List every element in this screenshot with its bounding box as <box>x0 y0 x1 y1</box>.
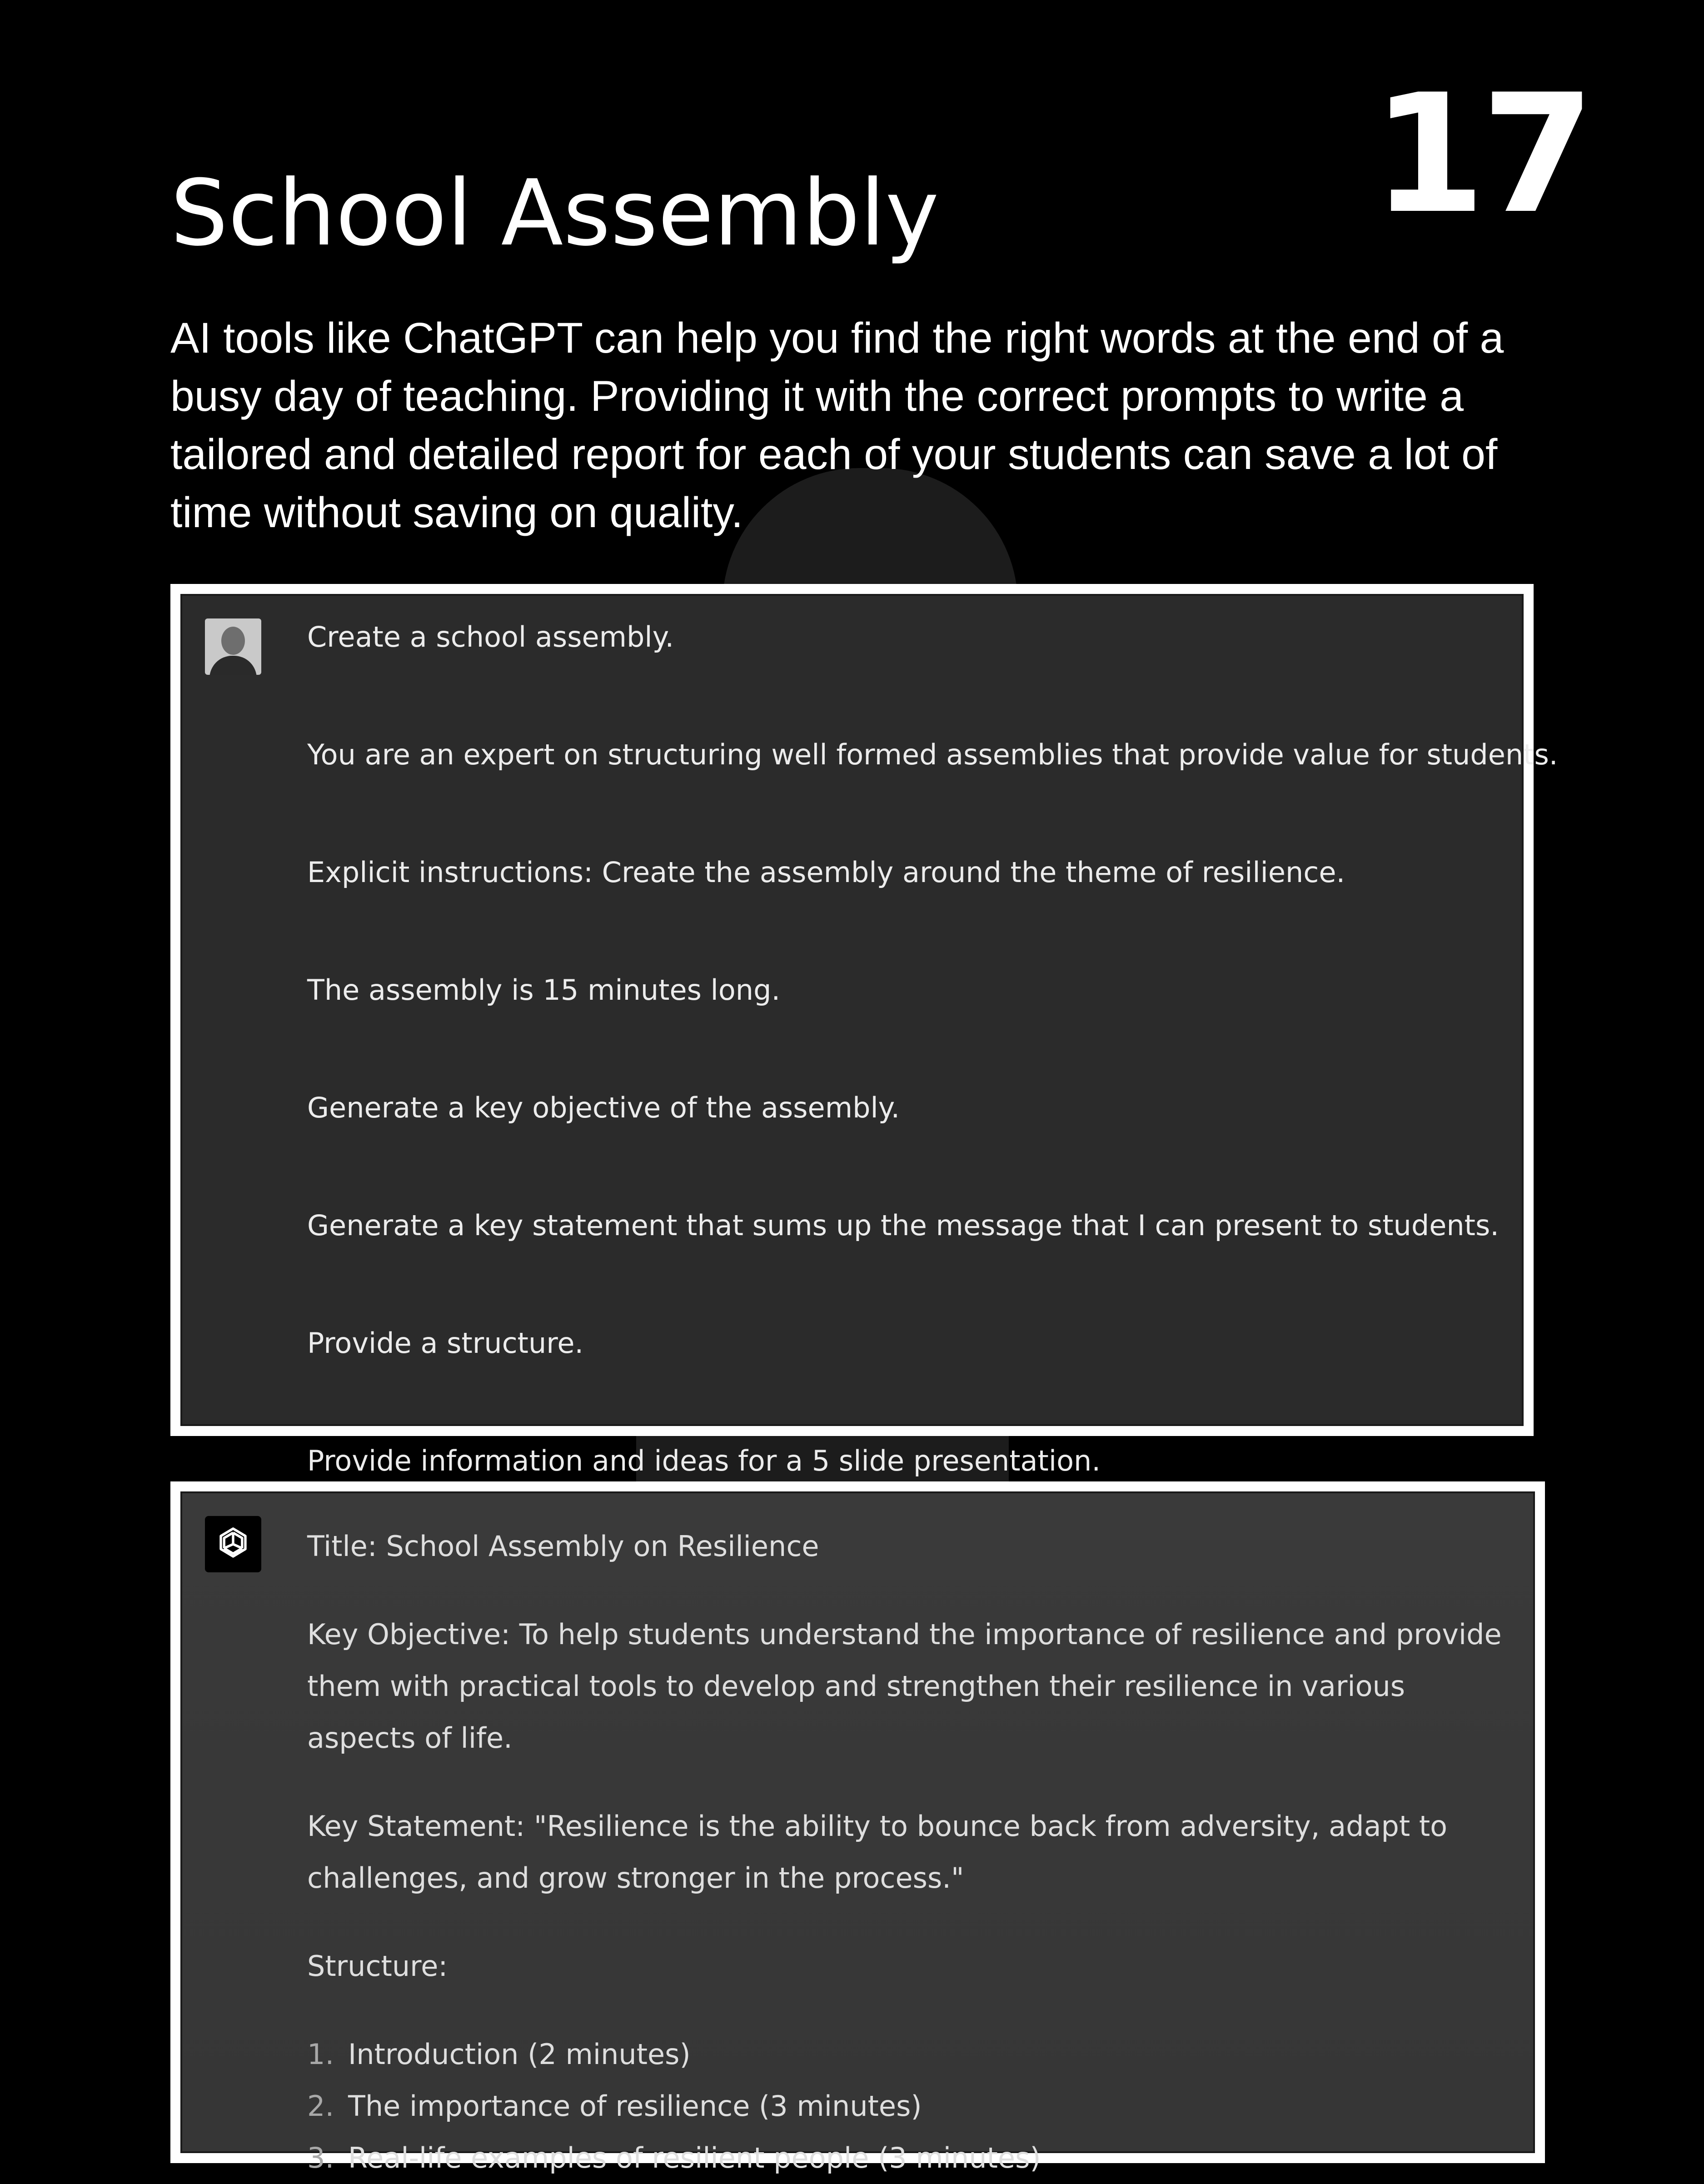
list-text: The importance of resilience (3 minutes) <box>348 2089 922 2123</box>
chatgpt-logo-icon <box>205 1516 261 1572</box>
user-avatar-icon <box>205 618 261 675</box>
page-title: School Assembly <box>170 160 939 266</box>
response-message <box>180 1491 1535 2174</box>
list-text: Real-life examples of resilient people (3 minutes) <box>348 2141 1041 2174</box>
response-objective: Key Objective: To help students understand the importance of resilience and provide them with practical tools to develop and strengthen their resilience in various aspects of life. <box>307 1618 1502 1755</box>
list-number: 2. <box>307 2089 334 2123</box>
prompt-line: Provide information and ideas for a 5 slide presentation. <box>307 1444 1101 1477</box>
list-item <box>307 2029 1515 2080</box>
list-text: Introduction (2 minutes) <box>348 2038 691 2071</box>
intro-paragraph: AI tools like ChatGPT can help you find the right words at the end of a busy day of teaching. Providing it with the correct prompts to write a tailored and detailed report for each of your students can save a lot of time without saving on quality. <box>170 314 1504 537</box>
list-item <box>307 2132 1515 2184</box>
prompt-message <box>180 594 1558 1477</box>
list-number: 3. <box>307 2141 334 2174</box>
response-statement: Key Statement: "Resilience is the ability to bounce back from adversity, adapt to challenges, and grow stronger in the process." <box>307 1810 1448 1895</box>
response-title: Title: School Assembly on Resilience <box>307 1530 819 1563</box>
response-text <box>307 1521 1515 2184</box>
structure-label: Structure: <box>307 1950 448 1983</box>
prompt-line: Generate a key objective of the assembly. <box>307 1091 900 1124</box>
prompt-line: Generate a key statement that sums up the message that I can present to students. <box>307 1209 1499 1242</box>
prompt-line: Explicit instructions: Create the assembly around the theme of resilience. <box>307 856 1345 889</box>
structure-list <box>307 2029 1515 2184</box>
prompt-screenshot-panel <box>170 584 1558 1477</box>
list-number: 1. <box>307 2038 334 2071</box>
list-item <box>307 2080 1515 2132</box>
page-number: 17 <box>1372 59 1590 249</box>
response-screenshot-panel <box>170 1481 1545 2174</box>
prompt-line: The assembly is 15 minutes long. <box>307 973 781 1007</box>
prompt-line: Create a school assembly. <box>307 620 674 653</box>
prompt-line: Provide a structure. <box>307 1326 584 1360</box>
prompt-line: You are an expert on structuring well formed assemblies that provide value for students. <box>307 738 1558 771</box>
